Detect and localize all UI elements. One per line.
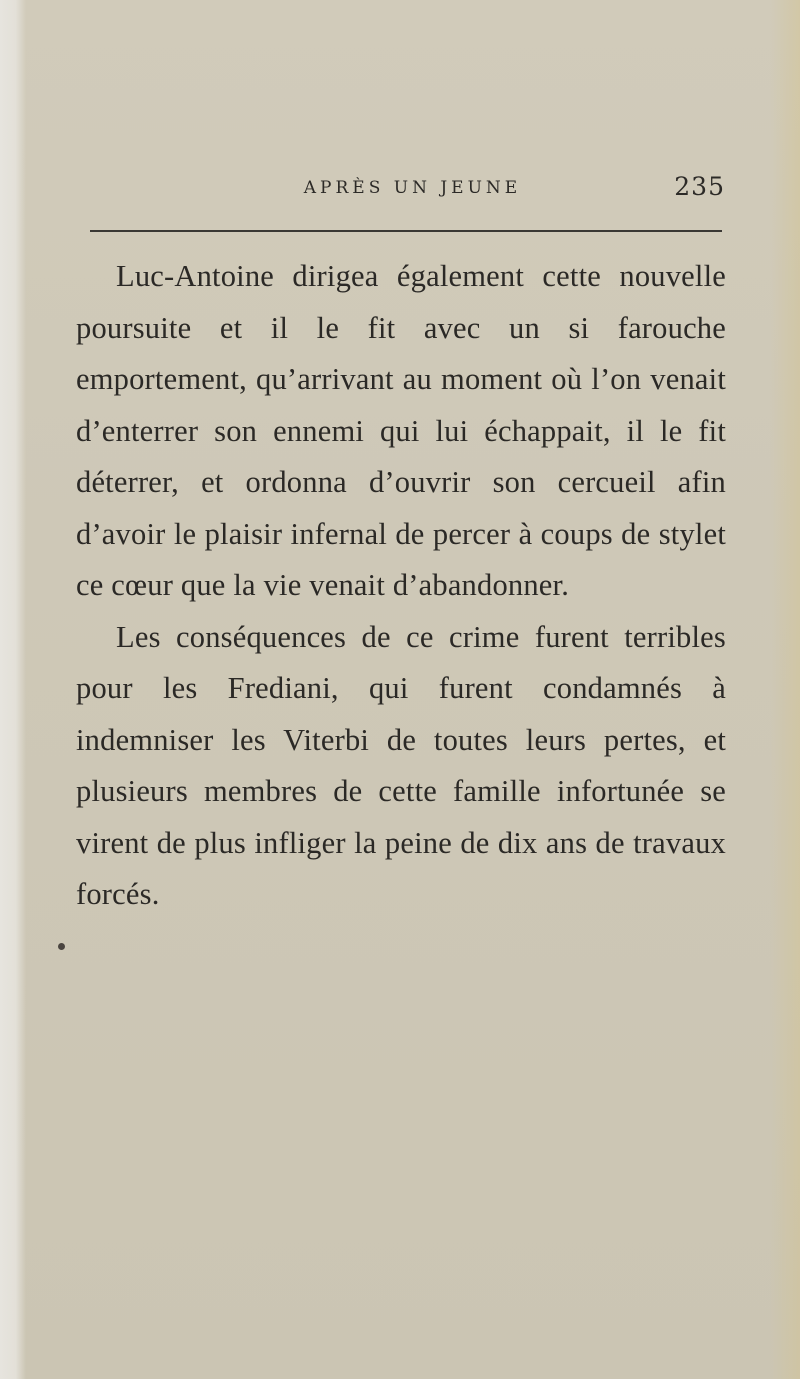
paragraph-2: Les conséquences de ce crime furent terribles pour les Frediani, qui furent condamnés à indemniser les Viterbi de toutes leurs pertes, et plusieurs membres de cette famille infortunée se virent de plus infliger la peine de dix ans de travaux forcés. — [76, 619, 726, 911]
ink-spot — [58, 943, 65, 950]
body-text — [76, 251, 726, 921]
header-rule — [90, 230, 722, 232]
page-header — [90, 172, 725, 208]
page-number: 235 — [674, 172, 725, 201]
paragraph-1: Luc-Antoine dirigea également cette nouvelle poursuite et il le fit avec un si farouche emportement, qu’arrivant au moment où l’on venait d’enterrer son ennemi qui lui échappait, il le fit déterrer, et ordonna d’ouvrir son cercueil afin d’avoir le plaisir infernal de percer à coups de stylet ce cœur que la vie venait d’abandonner. — [76, 259, 726, 602]
running-title: APRÈS UN JEUNE — [303, 178, 522, 198]
